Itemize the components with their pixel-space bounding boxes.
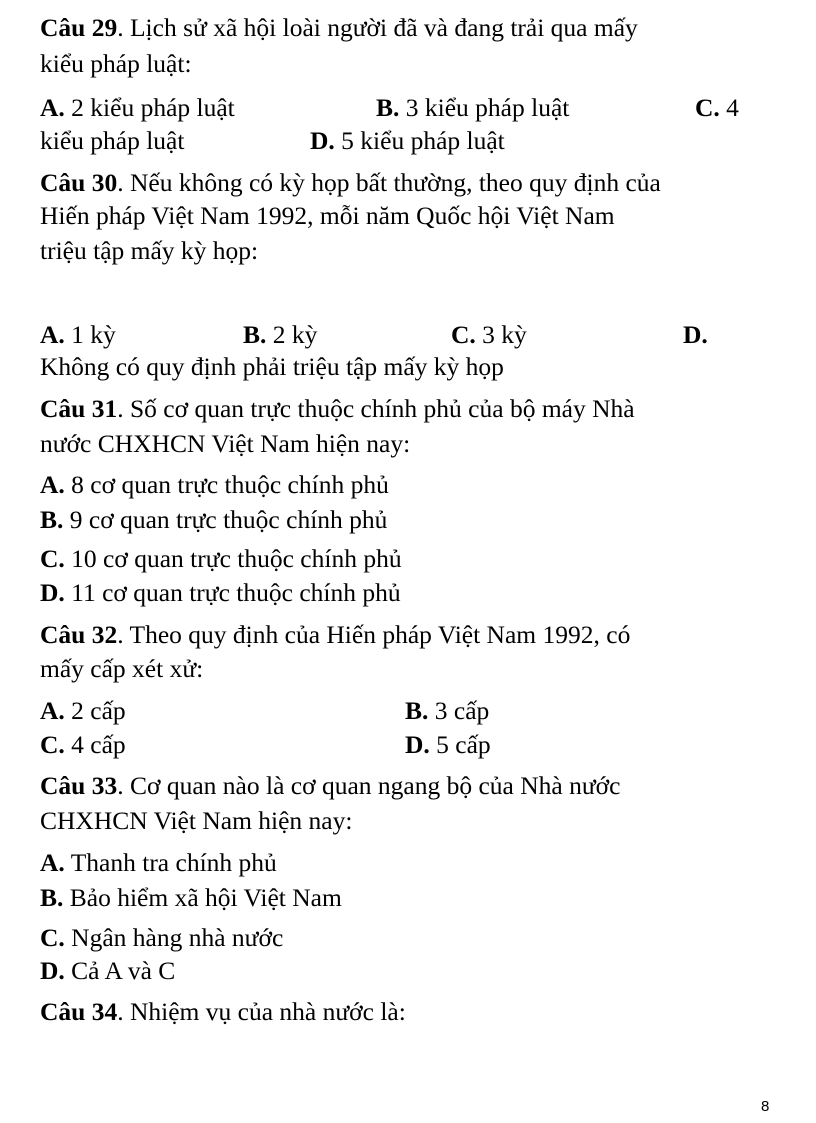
q31-option-b: B. 9 cơ quan trực thuộc chính phủ (40, 505, 388, 534)
q30-option-c: C. 3 kỳ (451, 320, 527, 349)
q31-stem-line-1: Câu 31. Số cơ quan trực thuộc chính phủ của bộ máy Nhà (40, 394, 635, 423)
q33-stem-line-2: CHXHCN Việt Nam hiện nay: (40, 806, 353, 835)
q29-option-b: B. 3 kiểu pháp luật (376, 93, 570, 122)
q30-option-d-text: Không có quy định phải triệu tập mấy kỳ họp (40, 352, 504, 381)
q29-stem-line-1: Câu 29. Lịch sử xã hội loài người đã và đang trải qua mấy (40, 13, 638, 42)
q29-option-c: C. 4 (695, 93, 739, 122)
q31-option-d: D. 11 cơ quan trực thuộc chính phủ (40, 578, 401, 607)
q32-option-c: C. 4 cấp (40, 730, 126, 759)
q32-option-b: B. 3 cấp (405, 696, 490, 725)
q31-option-a: A. 8 cơ quan trực thuộc chính phủ (40, 470, 389, 499)
q31-stem-line-2: nước CHXHCN Việt Nam hiện nay: (40, 429, 411, 458)
q29-stem-line-2: kiểu pháp luật: (40, 49, 192, 78)
q32-option-a: A. 2 cấp (40, 696, 126, 725)
q31-option-c: C. 10 cơ quan trực thuộc chính phủ (40, 544, 402, 573)
q31-label: Câu 31 (40, 394, 118, 423)
q33-option-a: A. Thanh tra chính phủ (40, 848, 277, 877)
q33-option-b: B. Bảo hiểm xã hội Việt Nam (40, 883, 342, 912)
q30-option-a: A. 1 kỳ (40, 320, 116, 349)
q30-option-b: B. 2 kỳ (243, 320, 318, 349)
q33-option-d: D. Cả A và C (40, 956, 176, 985)
q30-label: Câu 30 (40, 168, 118, 197)
q30-stem-line-2: Hiến pháp Việt Nam 1992, mỗi năm Quốc hội Việt Nam (40, 201, 615, 230)
q33-stem-line-1: Câu 33. Cơ quan nào là cơ quan ngang bộ của Nhà nước (40, 771, 621, 800)
q29-option-a: A. 2 kiểu pháp luật (40, 93, 235, 122)
page-number: 8 (761, 1098, 770, 1115)
q34-stem-line-1: Câu 34. Nhiệm vụ của nhà nước là: (40, 997, 406, 1026)
q29-option-c-continued: kiểu pháp luật (40, 126, 185, 155)
q32-option-d: D. 5 cấp (405, 730, 491, 759)
q30-stem-line-1: Câu 30. Nếu không có kỳ họp bất thường, theo quy định của (40, 168, 661, 197)
q29-label: Câu 29 (40, 13, 118, 42)
q33-option-c: C. Ngân hàng nhà nước (40, 923, 284, 952)
q32-stem-line-1: Câu 32. Theo quy định của Hiến pháp Việt Nam 1992, có (40, 620, 631, 649)
q29-option-d: D. 5 kiểu pháp luật (310, 126, 505, 155)
q33-label: Câu 33 (40, 771, 118, 800)
q34-label: Câu 34 (40, 997, 118, 1026)
q32-label: Câu 32 (40, 620, 118, 649)
q30-stem-line-3: triệu tập mấy kỳ họp: (40, 236, 259, 265)
q32-stem-line-2: mấy cấp xét xử: (40, 654, 204, 683)
q30-option-d: D. (683, 320, 708, 349)
